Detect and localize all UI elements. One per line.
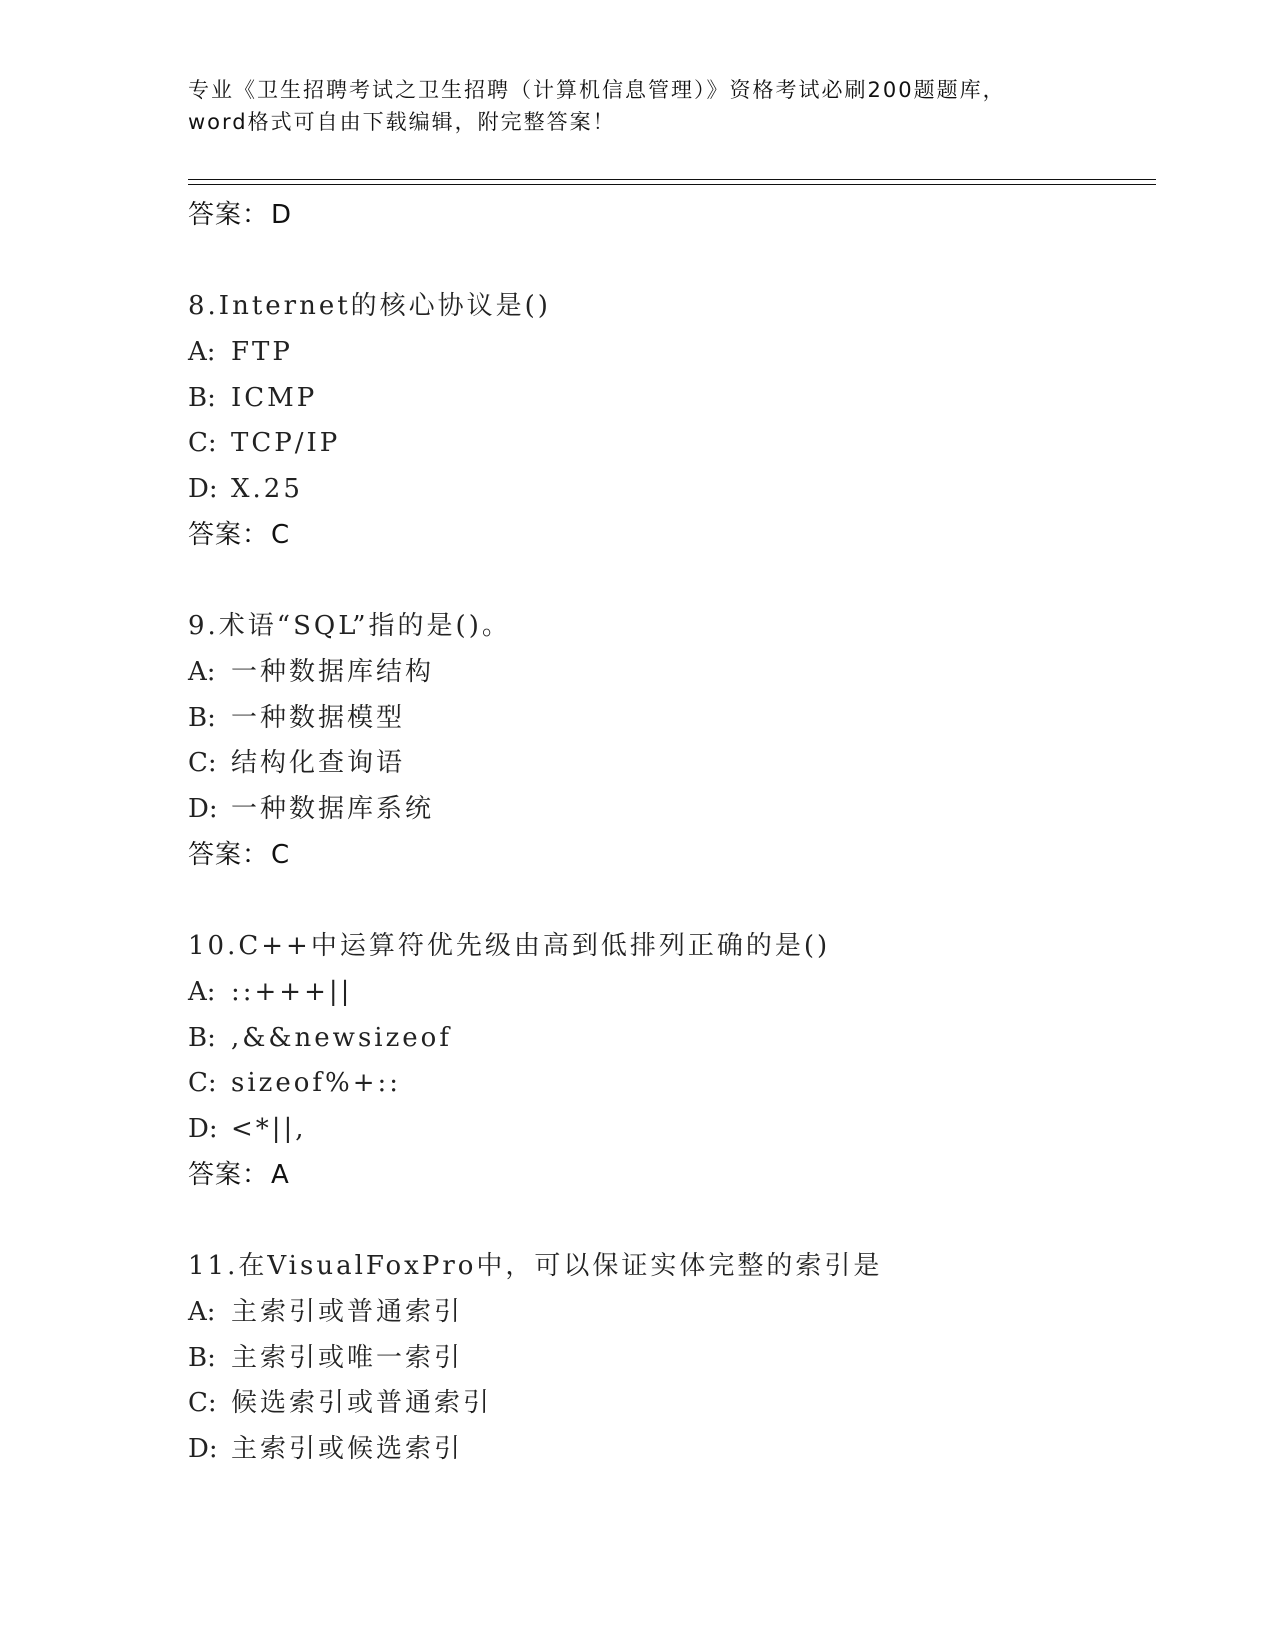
option-c (188, 1061, 1148, 1107)
option-b (188, 1016, 1148, 1062)
option-key: C: (188, 1388, 217, 1419)
question-text: 9.术语“SQL”指的是()。 (188, 610, 511, 641)
question-text: 10.C++中运算符优先级由高到低排列正确的是() (188, 930, 831, 961)
question-spacer (188, 558, 1148, 604)
option-a (188, 330, 1148, 376)
option-c (188, 741, 1148, 787)
question-spacer (188, 878, 1148, 924)
answer-line (188, 193, 1148, 238)
question-spacer (188, 1198, 1148, 1244)
question-text: 11.在VisualFoxPro中，可以保证实体完整的索引是 (188, 1250, 883, 1281)
header-divider-top (188, 179, 1156, 180)
question-list (188, 193, 1148, 1473)
option-key: B: (188, 702, 216, 733)
header-divider-bottom (188, 184, 1156, 185)
answer-label: 答案： (188, 839, 270, 870)
option-text: X.25 (231, 474, 303, 505)
option-c (188, 1381, 1148, 1427)
option-key: A: (188, 1296, 216, 1327)
option-key: D: (188, 1114, 218, 1145)
answer-value: A (271, 1159, 290, 1190)
option-key: B: (188, 1022, 216, 1053)
option-a (188, 970, 1148, 1016)
option-text: 结构化查询语 (231, 748, 406, 779)
option-a (188, 650, 1148, 696)
option-key: D: (188, 474, 218, 505)
option-key: C: (188, 748, 217, 779)
option-b (188, 696, 1148, 742)
option-d (188, 1107, 1148, 1153)
option-text: sizeof%+:: (231, 1068, 402, 1099)
answer-label: 答案： (188, 519, 270, 550)
option-key: B: (188, 1342, 216, 1373)
header-line-2: word格式可自由下载编辑，附完整答案！ (188, 110, 616, 134)
answer-line (188, 1153, 1148, 1198)
option-key: A: (188, 656, 216, 687)
option-key: D: (188, 794, 218, 825)
option-key: C: (188, 428, 217, 459)
option-text: 一种数据库系统 (231, 794, 435, 825)
option-d (188, 467, 1148, 513)
question-block (188, 284, 1148, 558)
option-key: C: (188, 1068, 217, 1099)
option-text: 主索引或候选索引 (231, 1434, 464, 1465)
option-text: 候选索引或普通索引 (231, 1388, 493, 1419)
question-spacer (188, 238, 1148, 284)
option-a (188, 1290, 1148, 1336)
option-text: ::+++|| (231, 976, 353, 1007)
option-text: FTP (231, 336, 293, 367)
option-d (188, 787, 1148, 833)
header-line-1: 专业《卫生招聘考试之卫生招聘（计算机信息管理）》资格考试必刷200题题库， (188, 78, 1006, 102)
answer-line (188, 833, 1148, 878)
option-text: 主索引或普通索引 (231, 1296, 464, 1327)
question-block (188, 604, 1148, 878)
option-d (188, 1427, 1148, 1473)
option-key: B: (188, 382, 216, 413)
option-text: 一种数据模型 (231, 702, 406, 733)
answer-value: D (271, 200, 293, 230)
option-text: ,&&newsizeof (231, 1022, 452, 1053)
option-key: A: (188, 336, 216, 367)
answer-label: 答案： (188, 1159, 270, 1190)
answer-value: C (271, 519, 291, 550)
option-b (188, 376, 1148, 422)
option-c (188, 421, 1148, 467)
question-text: 8.Internet的核心协议是() (188, 291, 551, 321)
option-text: 主索引或唯一索引 (231, 1342, 464, 1373)
option-text: ICMP (231, 382, 318, 413)
option-text: TCP/IP (231, 428, 341, 459)
option-key: A: (188, 976, 216, 1007)
option-text: 一种数据库结构 (231, 656, 435, 687)
option-b (188, 1336, 1148, 1382)
answer-value: C (271, 839, 291, 870)
option-text: <*||, (231, 1114, 307, 1145)
answer-line (188, 513, 1148, 558)
document-header (188, 74, 1088, 138)
question-block (188, 1244, 1148, 1473)
option-key: D: (188, 1434, 218, 1465)
question-block (188, 924, 1148, 1198)
answer-label: 答案： (188, 200, 270, 230)
